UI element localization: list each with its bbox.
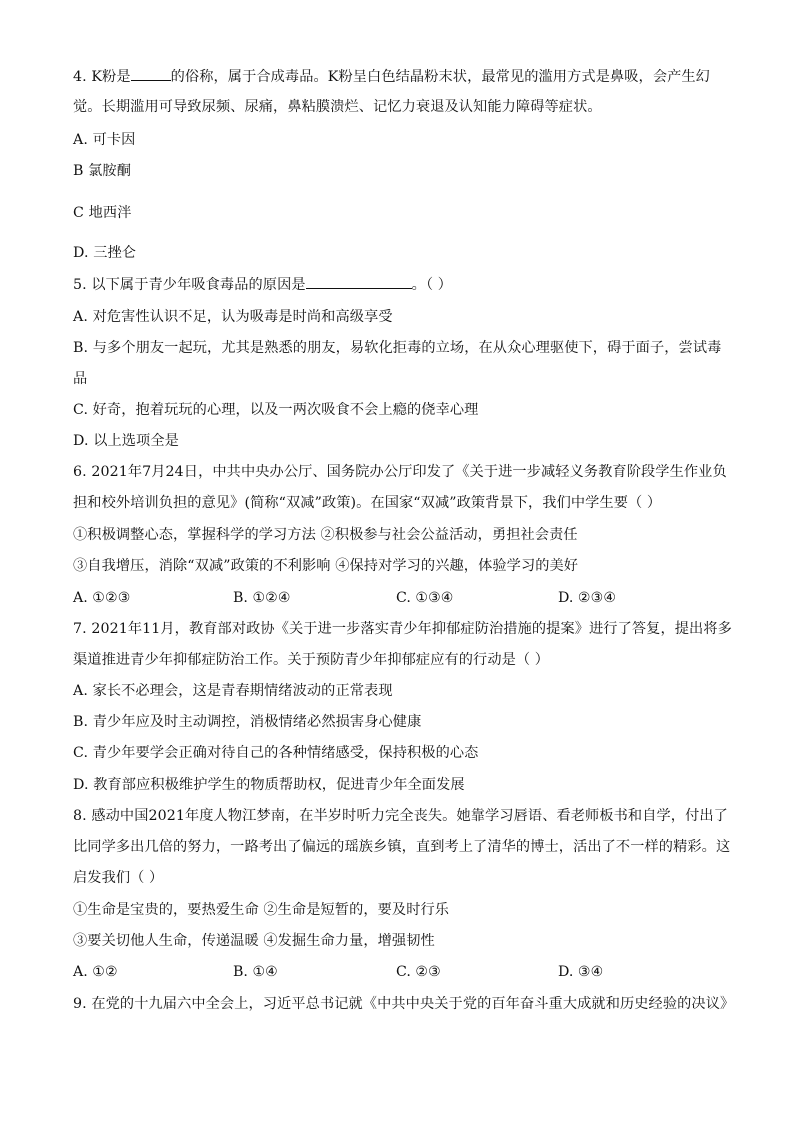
- question-8-option-c: C. ②③: [396, 964, 441, 980]
- question-6-statements-1-2: ①积极调整心态，掌握科学的学习方法 ②积极参与社会公益活动，勇担社会责任: [73, 527, 578, 543]
- question-4-option-c: C 地西泮: [73, 205, 132, 221]
- question-7-option-b: B. 青少年应及时主动调控，消极情绪必然损害身心健康: [73, 714, 422, 730]
- question-5-stem: [73, 274, 452, 295]
- question-8-option-d: D. ③④: [558, 964, 604, 980]
- question-5-option-d: D. 以上选项全是: [73, 433, 179, 449]
- question-5-stem-start: 5. 以下属于青少年吸食毒品的原因是: [73, 277, 306, 293]
- question-6-option-a: A. ①②③: [73, 590, 131, 606]
- question-7-option-d: D. 教育部应积极维护学生的物质帮助权，促进青少年全面发展: [73, 777, 465, 793]
- answer-blank: [131, 66, 171, 81]
- question-8-stem-line-2: 比同学多出几倍的努力，一路考出了偏远的瑶族乡镇，直到考上了清华的博士，活出了不一样的精彩。这: [73, 839, 731, 855]
- question-6-option-d: D. ②③④: [558, 590, 617, 606]
- question-6-stem-line-2: 担和校外培训负担的意见》(简称“双减”政策)。在国家“双减”政策背景下，我们中学生要（ ）: [73, 495, 662, 511]
- question-7-option-a: A. 家长不必理会，这是青春期情绪波动的正常表现: [73, 683, 393, 699]
- question-4-option-b: B 氯胺酮: [73, 163, 131, 179]
- question-5-option-a: A. 对危害性认识不足，认为吸毒是时尚和高级享受: [73, 309, 393, 325]
- question-4-stem-line-2: 觉。长期滥用可导致尿频、尿痛，鼻粘膜溃烂、记忆力衰退及认知能力障碍等症状。: [73, 99, 602, 115]
- question-7-stem-line-1: 7. 2021年11月，教育部对政协《关于进一步落实青少年抑郁症防治措施的提案》进行了答复，提出将多: [73, 621, 732, 637]
- question-4-stem-start: 4. K粉是: [73, 69, 131, 85]
- answer-blank: [306, 274, 412, 289]
- question-6-option-b: B. ①②④: [233, 590, 291, 606]
- question-4-option-d: D. 三挫仑: [73, 245, 137, 261]
- question-8-stem-line-3: 启发我们（ ）: [73, 870, 164, 886]
- question-5-option-c: C. 好奇，抱着玩玩的心理，以及一两次吸食不会上瘾的侥幸心理: [73, 402, 479, 418]
- question-5-option-b-cont: 品: [73, 371, 88, 387]
- question-9-stem-line-1: 9. 在党的十九届六中全会上，习近平总书记就《中共中央关于党的百年奋斗重大成就和历史经验的决议》: [73, 996, 735, 1012]
- question-4-stem-line-1: [73, 66, 710, 87]
- question-6-option-c: C. ①③④: [396, 590, 454, 606]
- question-8-statements-1-2: ①生命是宝贵的，要热爱生命 ②生命是短暂的，要及时行乐: [73, 902, 450, 918]
- question-6-stem-line-1: 6. 2021年7月24日，中共中央办公厅、国务院办公厅印发了《关于进一步减轻义务教育阶段学生作业负: [73, 464, 727, 480]
- question-7-stem-line-2: 渠道推进青少年抑郁症防治工作。关于预防青少年抑郁症应有的行动是（ ）: [73, 652, 550, 668]
- question-8-option-a: A. ①②: [73, 964, 118, 980]
- question-7-option-c: C. 青少年要学会正确对待自己的各种情绪感受，保持积极的心态: [73, 745, 479, 761]
- question-8-stem-line-1: 8. 感动中国2021年度人物江梦南，在半岁时听力完全丧失。她靠学习唇语、看老师板书和自学，付出了: [73, 808, 728, 824]
- question-5-option-b: B. 与多个朋友一起玩，尤其是熟悉的朋友，易软化拒毒的立场，在从众心理驱使下，碍于面子，尝试毒: [73, 340, 722, 356]
- question-8-option-b: B. ①④: [233, 964, 278, 980]
- question-4-stem-rest: 的俗称，属于合成毒品。K粉呈白色结晶粉末状，最常见的滥用方式是鼻吸，会产生幻: [170, 69, 710, 85]
- question-6-statements-3-4: ③自我增压，消除“双减”政策的不利影响 ④保持对学习的兴趣，体验学习的美好: [73, 558, 579, 574]
- question-8-statements-3-4: ③要关切他人生命，传递温暖 ④发掘生命力量，增强韧性: [73, 933, 435, 949]
- question-4-option-a: A. 可卡因: [73, 132, 136, 148]
- question-5-stem-end: 。（ ）: [411, 277, 453, 293]
